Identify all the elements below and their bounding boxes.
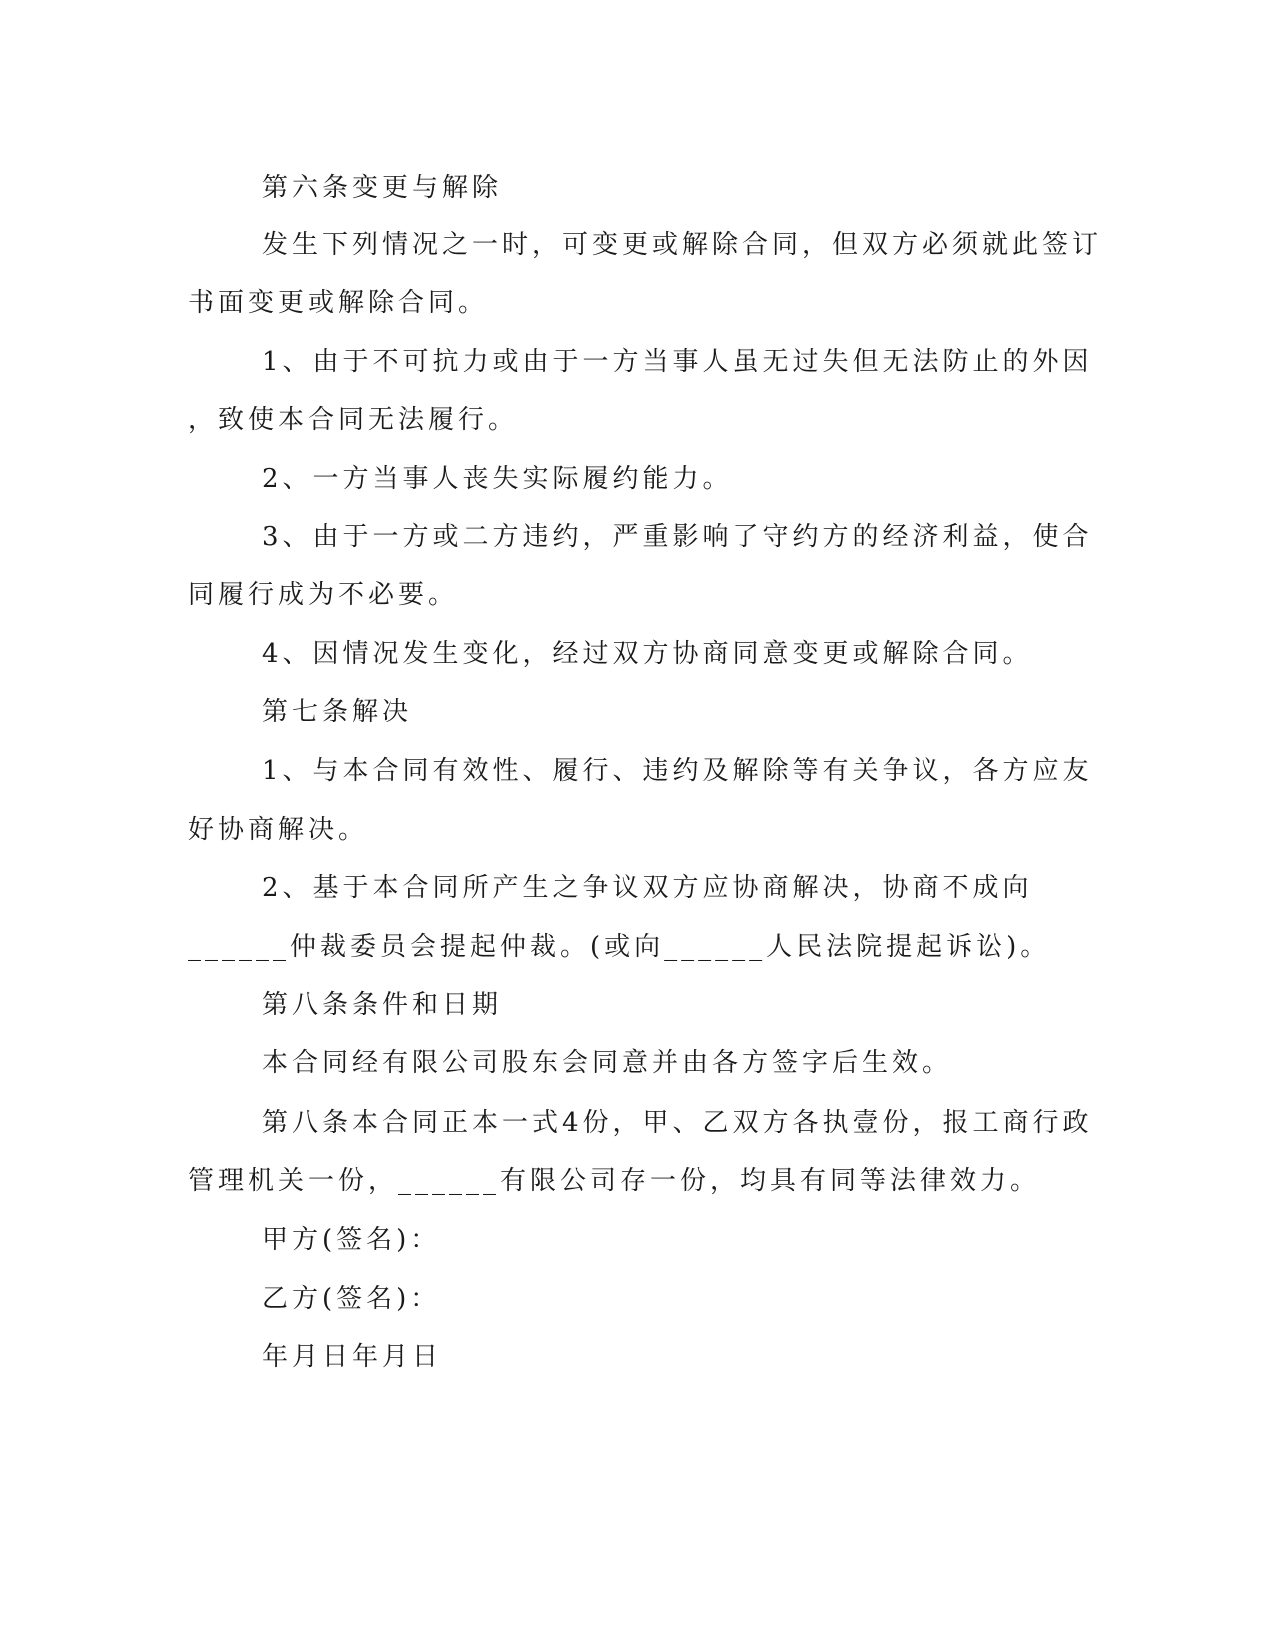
paragraph-line: 本合同经有限公司股东会同意并由各方签字后生效。 [262, 1048, 953, 1078]
paragraph-line: 同履行成为不必要。 [188, 580, 459, 610]
paragraph-line: 好协商解决。 [188, 815, 369, 845]
section-heading-7: 第七条解决 [262, 697, 413, 727]
signature-date-line: 年月日年月日 [262, 1342, 443, 1372]
paragraph-line: 书面变更或解除合同。 [188, 288, 489, 318]
signature-party-a: 甲方(签名)： [262, 1225, 441, 1255]
clause-item-1: 1、与本合同有效性、履行、违约及解除等有关争议，各方应友 [262, 756, 1093, 786]
paragraph-line: ______仲裁委员会提起仲裁。(或向______人民法院提起诉讼)。 [188, 932, 1051, 962]
clause-item-2: 2、一方当事人丧失实际履约能力。 [262, 464, 733, 494]
signature-party-b: 乙方(签名)： [262, 1284, 441, 1314]
clause-item-1: 1、由于不可抗力或由于一方当事人虽无过失但无法防止的外因 [262, 347, 1093, 377]
clause-item-4: 4、因情况发生变化，经过双方协商同意变更或解除合同。 [262, 639, 1033, 669]
clause-item-2: 2、基于本合同所产生之争议双方应协商解决，协商不成向 [262, 873, 1033, 903]
paragraph-line: ，致使本合同无法履行。 [188, 405, 519, 435]
section-heading-8: 第八条条件和日期 [262, 990, 503, 1020]
clause-item-3: 3、由于一方或二方违约，严重影响了守约方的经济利益，使合 [262, 522, 1093, 552]
paragraph-line: 第八条本合同正本一式4份，甲、乙双方各执壹份，报工商行政 [262, 1108, 1093, 1138]
section-heading-6: 第六条变更与解除 [262, 173, 503, 203]
paragraph-line: 管理机关一份，______有限公司存一份，均具有同等法律效力。 [188, 1166, 1041, 1196]
paragraph-line: 发生下列情况之一时，可变更或解除合同，但双方必须就此签订 [262, 230, 1103, 260]
